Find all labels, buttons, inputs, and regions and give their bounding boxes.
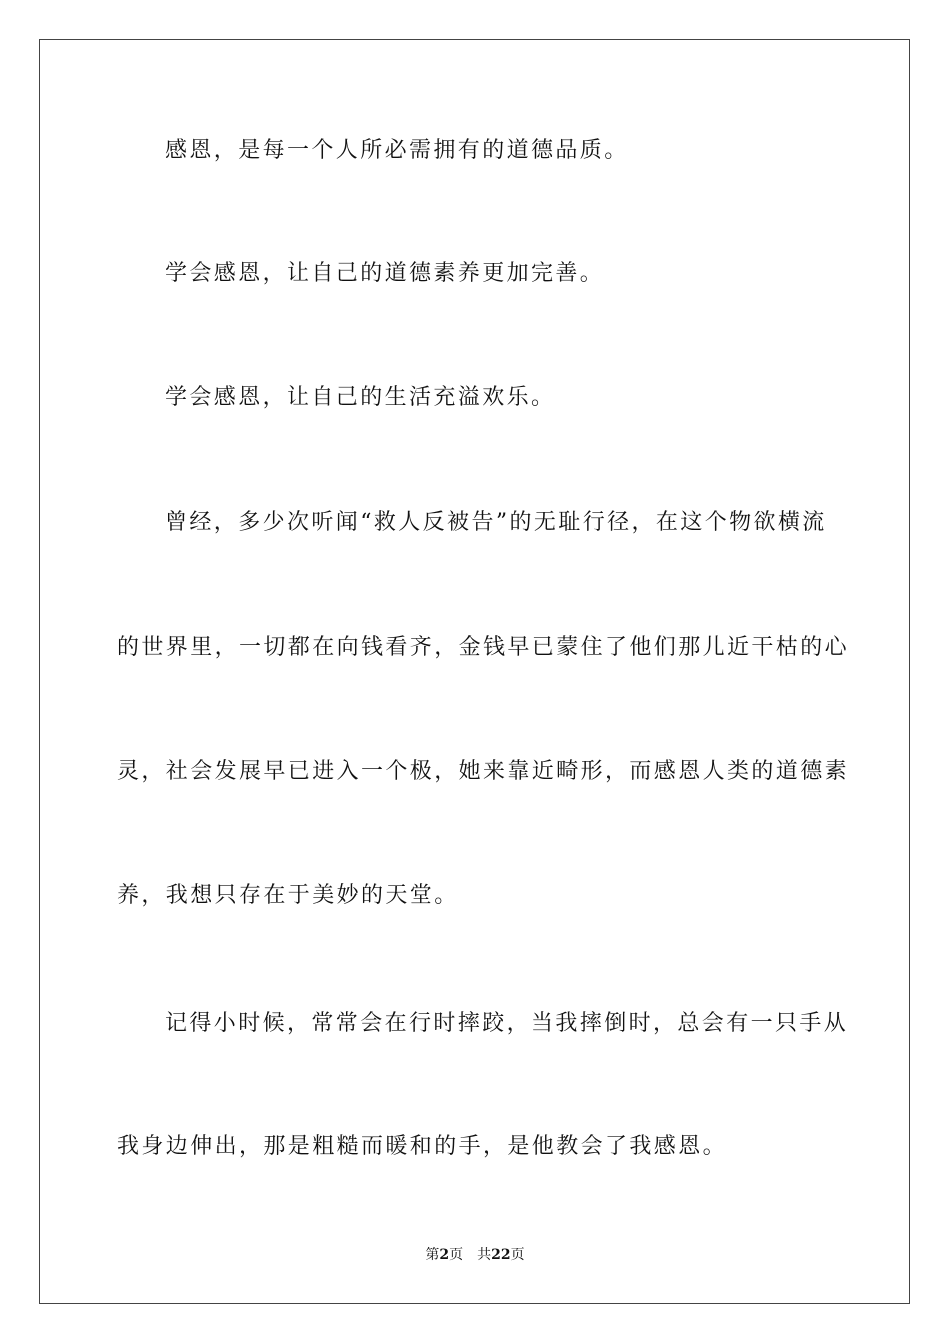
page-number: 2 [439, 1247, 450, 1263]
page-prefix: 第 [425, 1247, 440, 1263]
paragraph-line: 曾经，多少次听闻“救人反被告”的无耻行径，在这个物欲横流 [165, 510, 827, 535]
page-footer [0, 1246, 950, 1264]
total-prefix: 共 [477, 1247, 492, 1263]
total-suffix: 页 [510, 1247, 525, 1263]
paragraph-line: 学会感恩，让自己的生活充溢欢乐。 [165, 385, 556, 410]
paragraph-line: 灵，社会发展早已进入一个极，她来靠近畸形，而感恩人类的道德素 [117, 759, 850, 784]
paragraph-line: 感恩，是每一个人所必需拥有的道德品质。 [165, 138, 629, 163]
paragraph-line: 的世界里，一切都在向钱看齐，金钱早已蒙住了他们那儿近干枯的心 [117, 635, 850, 660]
page-border [39, 39, 910, 1304]
total-pages: 22 [491, 1247, 511, 1263]
paragraph-line: 记得小时候，常常会在行时摔跤，当我摔倒时，总会有一只手从 [165, 1011, 849, 1036]
page-suffix: 页 [449, 1247, 464, 1263]
paragraph-line: 养，我想只存在于美妙的天堂。 [117, 883, 459, 908]
paragraph-line: 我身边伸出，那是粗糙而暖和的手，是他教会了我感恩。 [117, 1134, 728, 1159]
paragraph-line: 学会感恩，让自己的道德素养更加完善。 [165, 261, 605, 286]
